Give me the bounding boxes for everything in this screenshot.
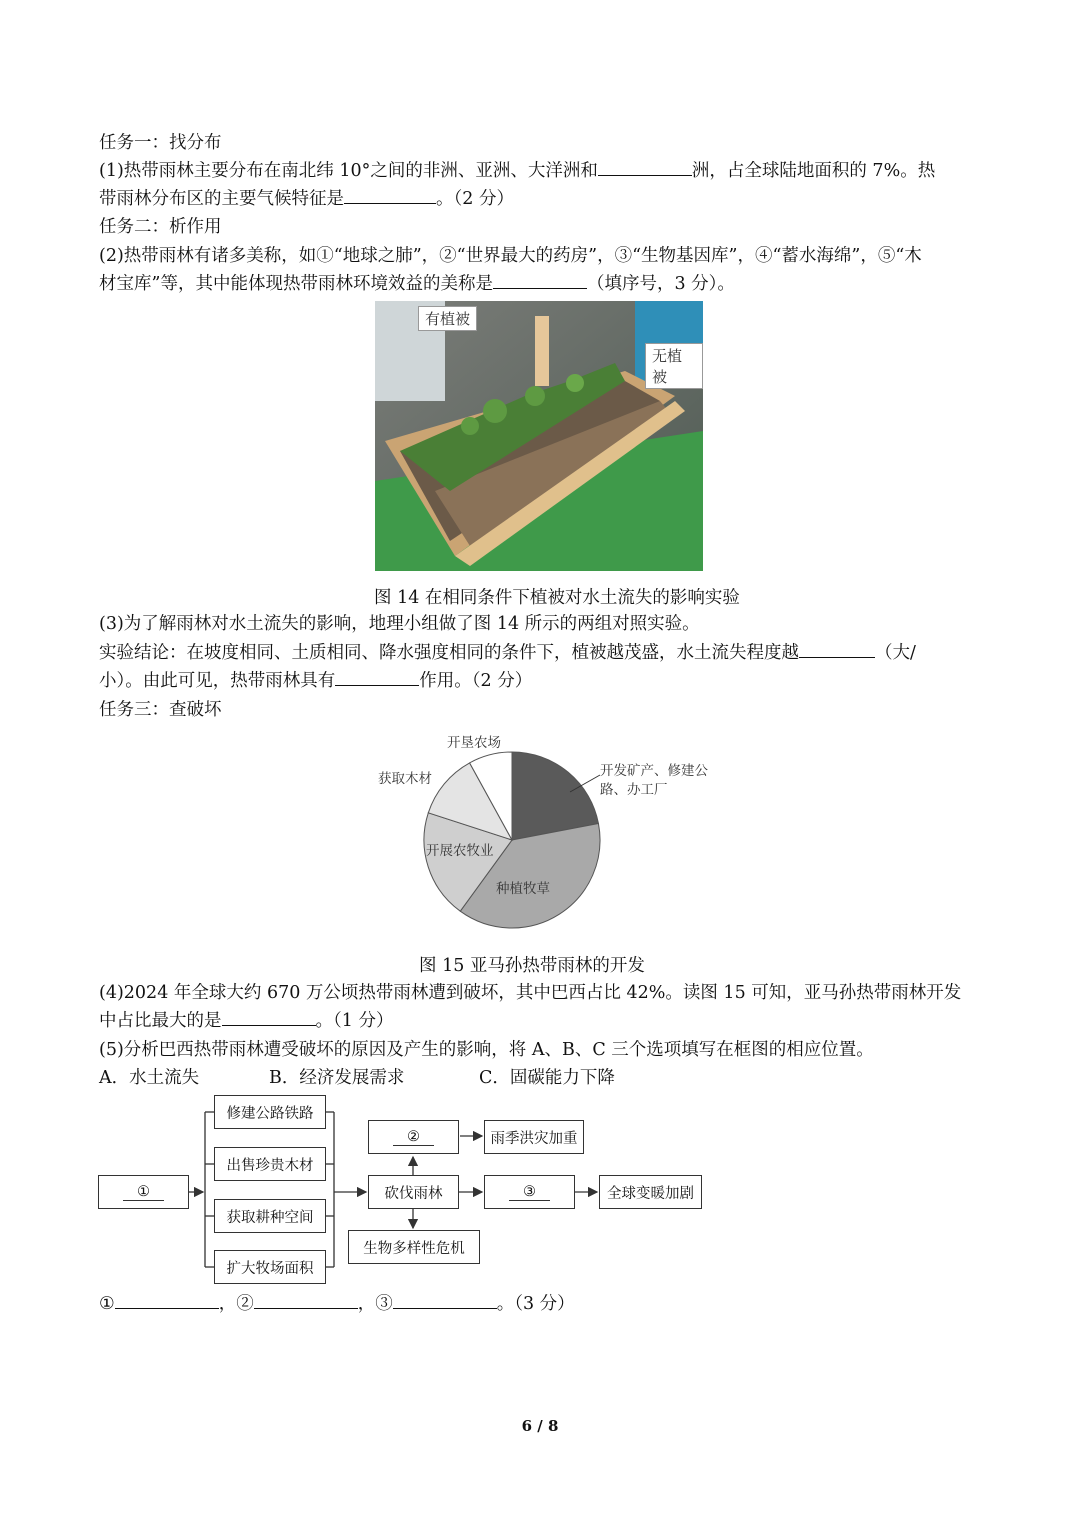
flow-cause-pasture-label: 扩大牧场面积: [226, 1260, 314, 1277]
question-3-line1: (3)为了解雨林对水土流失的影响，地理小组做了图 14 所示的两组对照实验。: [99, 614, 700, 634]
pie-label-mining: 开发矿产、修建公路、办工厂: [600, 763, 708, 798]
flow-box-1[interactable]: [98, 1175, 189, 1209]
answer-label-3: ，③: [357, 1294, 393, 1314]
page-number: 6 / 8: [521, 1417, 559, 1435]
question-1-text-d: 。（2 分）: [436, 189, 514, 209]
answer-blank-3[interactable]: [393, 1290, 497, 1309]
flow-effect-warming: [599, 1175, 702, 1209]
answer-blank-1[interactable]: [115, 1290, 219, 1309]
flow-cause-timber: [214, 1147, 326, 1181]
flow-cause-road-label: 修建公路铁路: [226, 1105, 314, 1122]
question-3-text-a: 实验结论：在坡度相同、土质相同、降水强度相同的条件下，植被越茂盛，水土流失程度越: [99, 643, 799, 663]
figure-15-caption: 图 15 亚马孙热带雨林的开发: [419, 956, 645, 976]
flow-cause-pasture: [214, 1250, 326, 1284]
question-1-text-c: 带雨林分布区的主要气候特征是: [99, 189, 344, 209]
photo-label-without-vegetation: 无植被: [645, 343, 703, 389]
flow-box-2-label: ②: [393, 1129, 434, 1146]
flow-effect-flood: [484, 1120, 584, 1154]
flow-cause-farmland-label: 获取耕种空间: [226, 1209, 314, 1226]
pie-label-reclaim-farm: 开垦农场: [447, 735, 501, 751]
question-2-line1: (2)热带雨林有诸多美称，如①“地球之肺”，②“世界最大的药房”，③“生物基因库”，④“蓄水海绵”，⑤“木: [99, 246, 922, 266]
task1-heading: 任务一：找分布: [99, 133, 222, 153]
flow-effect-warming-label: 全球变暖加剧: [607, 1185, 694, 1202]
photo-label-with-vegetation: 有植被: [418, 306, 477, 331]
flow-box-1-label: ①: [123, 1184, 164, 1201]
flow-effect-flood-label: 雨季洪灾加重: [490, 1130, 578, 1147]
task3-heading: 任务三：查破坏: [99, 700, 222, 720]
flow-box-3[interactable]: [484, 1175, 575, 1209]
flow-cause-timber-label: 出售珍贵木材: [226, 1157, 314, 1174]
question-2-text-b: （填序号，3 分）。: [586, 274, 735, 294]
flow-box-3-label: ③: [509, 1184, 550, 1201]
question-2-text-a: 材宝库”等，其中能体现热带雨林环境效益的美称是: [99, 274, 493, 294]
question-1-text-a: (1)热带雨林主要分布在南北纬 10°之间的非洲、亚洲、大洋洲和: [99, 161, 598, 181]
answer-label-1: ①: [99, 1294, 115, 1314]
question-5-answer-line: [99, 1290, 575, 1318]
question-3-text-b: （大/: [875, 643, 916, 663]
answer-tail: 。（3 分）: [496, 1294, 575, 1314]
flow-effect-biodiversity-label: 生物多样性危机: [363, 1240, 465, 1257]
answer-label-2: ，②: [218, 1294, 254, 1314]
answer-blank-2[interactable]: [254, 1290, 358, 1309]
option-a: A．水土流失: [99, 1068, 200, 1088]
question-4-text-b: 。（1 分）: [315, 1011, 394, 1031]
pie-label-agriculture: 开展农牧业: [426, 843, 494, 859]
flow-box-2[interactable]: [368, 1120, 459, 1154]
option-b: B．经济发展需求: [269, 1068, 405, 1088]
question-5-line1: (5)分析巴西热带雨林遭受破坏的原因及产生的影响，将 A、B、C 三个选项填写在框图的相应位置。: [99, 1040, 874, 1060]
option-c: C．固碳能力下降: [479, 1068, 615, 1088]
flow-cause-road: [214, 1095, 326, 1129]
flow-center-deforestation: [368, 1175, 459, 1209]
question-3-text-c: 小）。由此可见，热带雨林具有: [99, 671, 336, 691]
task2-heading: 任务二：析作用: [99, 217, 222, 237]
flow-cause-farmland: [214, 1199, 326, 1233]
question-4-line1: (4)2024 年全球大约 670 万公顷热带雨林遭到破坏，其中巴西占比 42%。读图 15 可知，亚马孙热带雨林开发: [99, 983, 962, 1003]
flow-effect-biodiversity: [348, 1230, 480, 1264]
question-1-text-b: 洲，占全球陆地面积的 7%。热: [691, 161, 936, 181]
pie-label-pasture: 种植牧草: [496, 881, 550, 897]
flow-center-label: 砍伐雨林: [384, 1185, 443, 1202]
question-4-text-a: 中占比最大的是: [99, 1011, 222, 1031]
pie-label-timber: 获取木材: [378, 771, 432, 787]
figure-14-caption: 图 14 在相同条件下植被对水土流失的影响实验: [374, 588, 740, 608]
question-3-text-d: 作用。（2 分）: [419, 671, 533, 691]
